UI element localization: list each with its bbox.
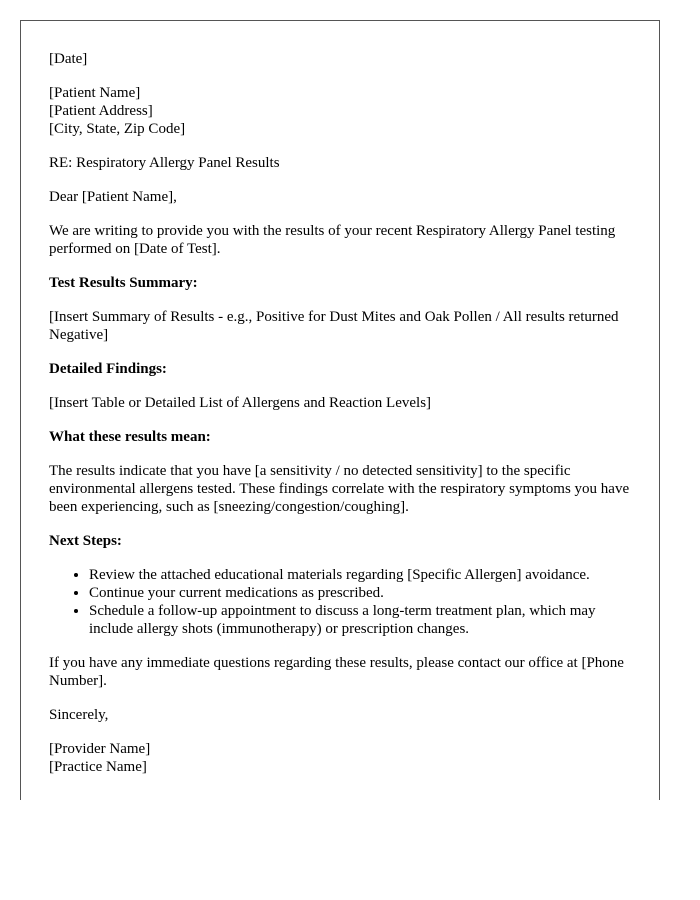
list-item: • Continue your current medications as prescribed. <box>89 584 631 602</box>
summary-heading: Test Results Summary: <box>49 275 198 291</box>
closing: Sincerely, <box>49 707 109 723</box>
recipient-address-block <box>49 84 631 138</box>
contact-paragraph: If you have any immediate questions regarding these results, please contact our office at [Phone Number]. <box>49 655 624 689</box>
next-steps-heading: Next Steps: <box>49 533 122 549</box>
list-item: • Schedule a follow-up appointment to discuss a long-term treatment plan, which may include allergy shots (immunotherapy) or prescription changes. <box>89 602 631 638</box>
provider-name: [Provider Name] <box>49 741 151 757</box>
findings-heading: Detailed Findings: <box>49 361 167 377</box>
meaning-heading: What these results mean: <box>49 429 211 445</box>
signature-block <box>49 740 631 776</box>
recipient-name: [Patient Name] <box>49 85 141 101</box>
letter-page <box>20 20 660 800</box>
letter-date: [Date] <box>49 51 88 67</box>
salutation: Dear [Patient Name], <box>49 189 177 205</box>
intro-paragraph: We are writing to provide you with the results of your recent Respiratory Allergy Panel testing performed on [Date of Test]. <box>49 223 616 257</box>
list-item: • Review the attached educational materials regarding [Specific Allergen] avoidance. <box>89 566 631 584</box>
meaning-text: The results indicate that you have [a sensitivity / no detected sensitivity] to the specific environmental allergens tested. These findings correlate with the respiratory symptoms you have been experiencing, such as [sneezing/congestion/coughing]. <box>49 463 630 515</box>
next-steps-list <box>49 566 631 638</box>
recipient-city-state-zip: [City, State, Zip Code] <box>49 121 186 137</box>
re-line: RE: Respiratory Allergy Panel Results <box>49 155 280 171</box>
findings-text: [Insert Table or Detailed List of Allergens and Reaction Levels] <box>49 395 432 411</box>
practice-name: [Practice Name] <box>49 759 147 775</box>
summary-text: [Insert Summary of Results - e.g., Positive for Dust Mites and Oak Pollen / All results returned Negative] <box>49 309 619 343</box>
recipient-address: [Patient Address] <box>49 103 153 119</box>
